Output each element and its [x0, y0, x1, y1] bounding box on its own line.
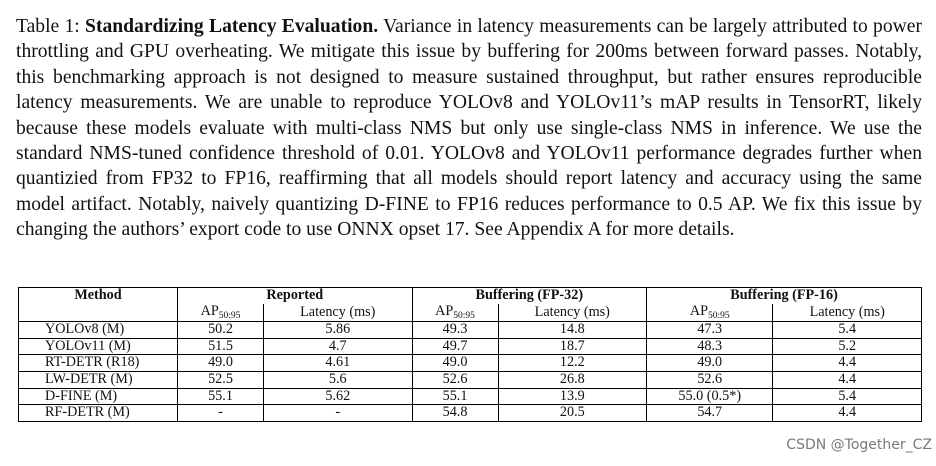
value-cell: 51.5 [178, 338, 264, 355]
method-cell: RF-DETR (M) [19, 405, 178, 422]
latency-header: Latency (ms) [773, 304, 922, 322]
value-cell: 47.3 [647, 322, 773, 339]
method-cell: YOLOv8 (M) [19, 322, 178, 339]
method-cell: D-FINE (M) [19, 388, 178, 405]
value-cell: 4.4 [773, 405, 922, 422]
latency-header: Latency (ms) [264, 304, 413, 322]
value-cell: 4.4 [773, 355, 922, 372]
value-cell: 54.8 [412, 405, 498, 422]
table-row [19, 371, 922, 388]
watermark: CSDN @Together_CZ [786, 437, 932, 453]
value-cell: 52.6 [412, 371, 498, 388]
value-cell: 26.8 [498, 371, 647, 388]
value-cell: 5.86 [264, 322, 413, 339]
results-table [18, 287, 922, 422]
value-cell: 5.2 [773, 338, 922, 355]
latency-header: Latency (ms) [498, 304, 647, 322]
value-cell: 49.3 [412, 322, 498, 339]
group-header-fp16: Buffering (FP-16) [647, 288, 922, 304]
table-row [19, 355, 922, 372]
caption-title: Standardizing Latency Evaluation. [85, 16, 379, 37]
table-row [19, 405, 922, 422]
value-cell: 14.8 [498, 322, 647, 339]
ap-header: $AP_{50:95}$ [412, 304, 498, 322]
method-header: Method [19, 288, 178, 322]
table-row [19, 338, 922, 355]
value-cell: 54.7 [647, 405, 773, 422]
value-cell: 52.6 [647, 371, 773, 388]
value-cell: 18.7 [498, 338, 647, 355]
value-cell: 13.9 [498, 388, 647, 405]
value-cell: 49.0 [412, 355, 498, 372]
value-cell: 5.4 [773, 388, 922, 405]
value-cell: 48.3 [647, 338, 773, 355]
value-cell: 5.6 [264, 371, 413, 388]
value-cell: 49.0 [178, 355, 264, 372]
value-cell: 52.5 [178, 371, 264, 388]
value-cell: - [178, 405, 264, 422]
method-cell: LW-DETR (M) [19, 371, 178, 388]
value-cell: 4.61 [264, 355, 413, 372]
value-cell: - [264, 405, 413, 422]
table-row [19, 388, 922, 405]
value-cell: 49.7 [412, 338, 498, 355]
value-cell: 5.4 [773, 322, 922, 339]
group-header-fp32: Buffering (FP-32) [412, 288, 647, 304]
value-cell: 55.1 [412, 388, 498, 405]
table-row [19, 322, 922, 339]
caption-label: Table 1: [16, 16, 80, 37]
method-cell: RT-DETR (R18) [19, 355, 178, 372]
method-cell: YOLOv11 (M) [19, 338, 178, 355]
caption-body: Variance in latency measurements can be largely attributed to power throttling and GPU overheating. We mitigate this issue by buffering for 200ms between forward passes. Notably, this benchmarking approach is not designed to measure sustained throughput, but rather ensures reproducible latency measurements. We are unable to reproduce YOLOv8 and YOLOv11’s mAP results in TensorRT, likely because these models evaluate with multi-class NMS but only use single-class NMS in inference. We use the standard NMS-tuned confidence threshold of 0.01. YOLOv8 and YOLOv11 performance degrades further when quantizied from FP32 to FP16, reaffirming that all models should report latency and accuracy using the same model artifact. Notably, naively quantizing D-FINE to FP16 reduces performance to 0.5 AP. We fix this issue by changing the authors’ export code to use ONNX opset 17. See Appendix A for more details. [16, 16, 923, 241]
group-header-reported: Reported [178, 288, 413, 304]
ap-header: $AP_{50:95}$ [647, 304, 773, 322]
value-cell: 20.5 [498, 405, 647, 422]
table-caption [16, 14, 922, 243]
value-cell: 12.2 [498, 355, 647, 372]
value-cell: 49.0 [647, 355, 773, 372]
value-cell: 50.2 [178, 322, 264, 339]
value-cell: 4.7 [264, 338, 413, 355]
value-cell: 55.1 [178, 388, 264, 405]
ap-header: $AP_{50:95}$ [178, 304, 264, 322]
value-cell: 55.0 (0.5*) [647, 388, 773, 405]
value-cell: 4.4 [773, 371, 922, 388]
value-cell: 5.62 [264, 388, 413, 405]
